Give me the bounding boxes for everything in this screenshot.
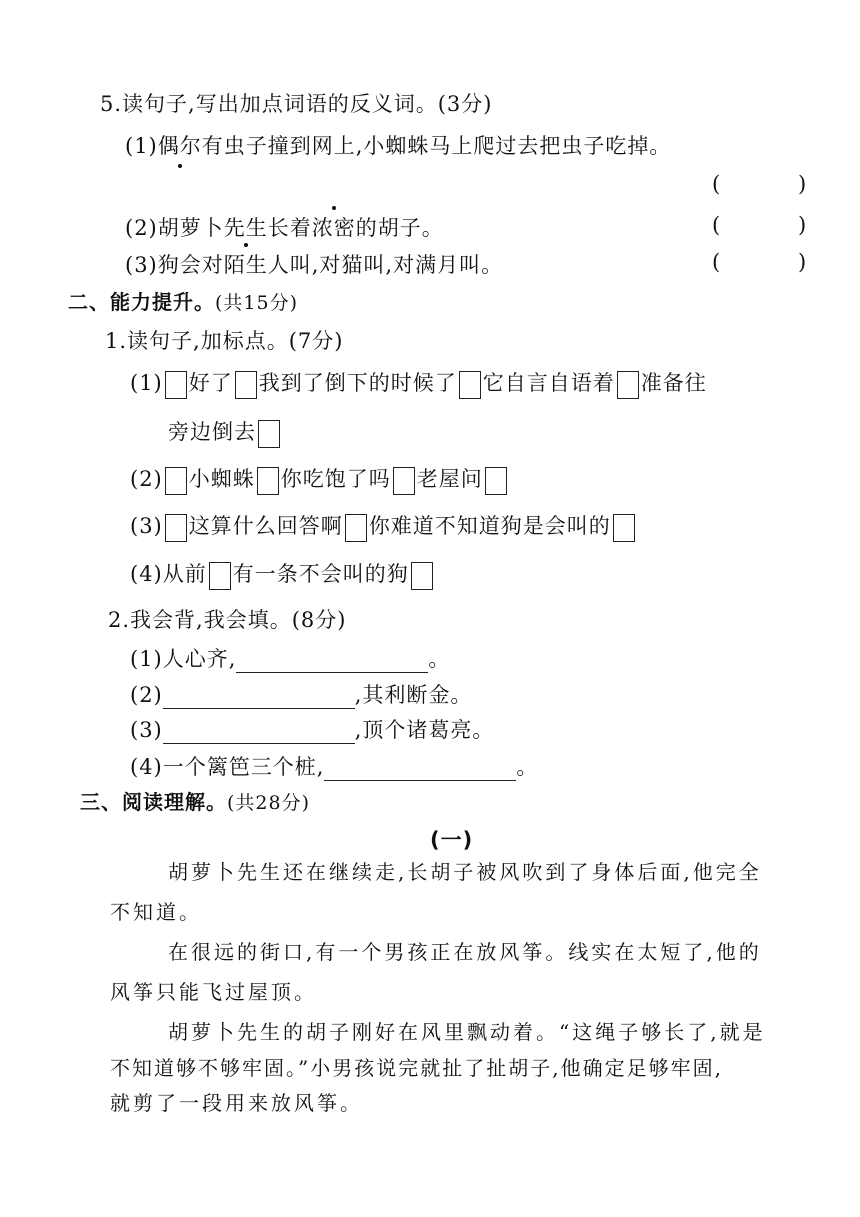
para3-line1: 胡萝卜先生的胡子刚好在风里飘动着。“这绳子够长了,就是 [168,1020,766,1044]
fill-l1-suffix: 。 [428,647,451,671]
q5-s3-prefix: (3)狗会对 [125,253,224,277]
q5-s1-rest: 有虫子撞到网上,小蜘蛛马上爬过去把虫子吃掉。 [201,134,672,158]
fill-l4-suffix: 。 [516,755,539,779]
fill-line-4 [130,753,538,781]
punct-line-2 [130,465,509,495]
section3-heading [80,788,310,817]
fill-l2-prefix: (2) [130,683,163,707]
fill-l3-prefix: (3) [130,718,163,742]
punct-l1-part1: 好了 [188,371,233,395]
q5-s3-dotted-word: 陌生 [223,253,268,277]
punct-box[interactable] [393,467,415,495]
fill-blank-2[interactable] [163,686,355,709]
punct-box[interactable] [257,467,279,495]
punct-box[interactable] [613,514,635,542]
punct-box[interactable] [485,467,507,495]
punct-l2-part2: 你吃饱了吗 [280,467,391,491]
punct-box[interactable] [258,420,280,448]
q5-s2-prefix: (2)胡萝卜先生长着 [125,216,312,240]
punct-l1-part2: 我到了倒下的时候了 [258,371,457,395]
fill-line-2 [130,681,472,709]
punct-l4-part1: 从前 [162,562,207,586]
section2-title: 二、能力提升。 [68,290,215,314]
fill-l3-suffix: ,顶个诸葛亮。 [354,718,495,742]
para2-line1: 在很远的街口,有一个男孩正在放风筝。线实在太短了,他的 [168,940,762,964]
punct-line-1 [130,369,707,399]
punct-box[interactable] [209,562,231,590]
q5-s3-answer-close: ) [798,250,807,274]
punct-box[interactable] [235,371,257,399]
q5-s3-rest: 人叫,对猫叫,对满月叫。 [267,253,504,277]
fill-blank-4[interactable] [324,758,516,781]
q5-s2-rest: 的胡子。 [355,216,444,240]
punct-box[interactable] [411,562,433,590]
fill-l4-prefix: (4)一个篱笆三个桩, [130,755,325,779]
punct-box[interactable] [345,514,367,542]
fill-blank-1[interactable] [236,650,428,673]
q5-sentence-3 [125,251,503,279]
punct-l3-num: (3) [130,514,163,538]
punct-l1-cont-text: 旁边倒去 [168,420,256,444]
q5-s1-answer-close: ) [798,172,807,196]
fill-line-3 [130,716,494,744]
q5-s1-dotted-word: 偶尔 [157,134,202,158]
fill-l2-suffix: ,其利断金。 [354,683,473,707]
q5-title: 5.读句子,写出加点词语的反义词。(3分) [100,92,493,116]
punct-l4-part2: 有一条不会叫的狗 [232,562,409,586]
punct-box[interactable] [165,371,187,399]
q5-s1-prefix: (1) [125,134,158,158]
punct-l1-part3: 它自言自语着 [482,371,615,395]
para3-line3: 就剪了一段用来放风筝。 [110,1091,363,1115]
q5-sentence-2 [125,214,444,242]
reading-part-label: (一) [430,828,474,852]
q5-s3-answer-open[interactable]: ( [712,250,721,274]
fill-blank-3[interactable] [163,721,355,744]
s2-q2-title: 2.我会背,我会填。(8分) [108,608,347,632]
section3-title: 三、阅读理解。 [80,790,227,814]
punct-l4-num: (4) [130,562,163,586]
q5-s1-answer-open[interactable]: ( [712,172,721,196]
para1-line1: 胡萝卜先生还在继续走,长胡子被风吹到了身体后面,他完全 [168,860,762,884]
punct-l2-part1: 小蜘蛛 [188,467,255,491]
punct-line-1-cont [168,418,282,448]
punct-l1-num: (1) [130,371,163,395]
punct-l1-part4: 准备往 [640,371,707,395]
punct-box[interactable] [459,371,481,399]
punct-l3-part1: 这算什么回答啊 [188,514,343,538]
q5-s2-dotted-word: 浓密 [311,216,356,240]
punct-l2-part3: 老屋问 [416,467,483,491]
punct-line-3 [130,512,637,542]
punct-l2-num: (2) [130,467,163,491]
punct-l3-part2: 你难道不知道狗是会叫的 [368,514,611,538]
section2-heading [68,288,298,317]
para2-line2: 风筝只能飞过屋顶。 [110,980,317,1004]
fill-l1-prefix: (1)人心齐, [130,647,237,671]
s2-q1-title: 1.读句子,加标点。(7分) [105,329,344,353]
q5-sentence-1 [125,132,671,160]
punct-box[interactable] [617,371,639,399]
punct-box[interactable] [165,514,187,542]
q5-s2-answer-open[interactable]: ( [712,213,721,237]
section3-score: (共28分) [227,792,311,814]
q5-s2-answer-close: ) [798,213,807,237]
para1-line2: 不知道。 [110,900,202,924]
section2-score: (共15分) [215,292,299,314]
punct-box[interactable] [165,467,187,495]
fill-line-1 [130,645,450,673]
punct-line-4 [130,560,435,590]
para3-line2: 不知道够不够牢固。”小男孩说完就扯了扯胡子,他确定足够牢固, [110,1056,723,1080]
